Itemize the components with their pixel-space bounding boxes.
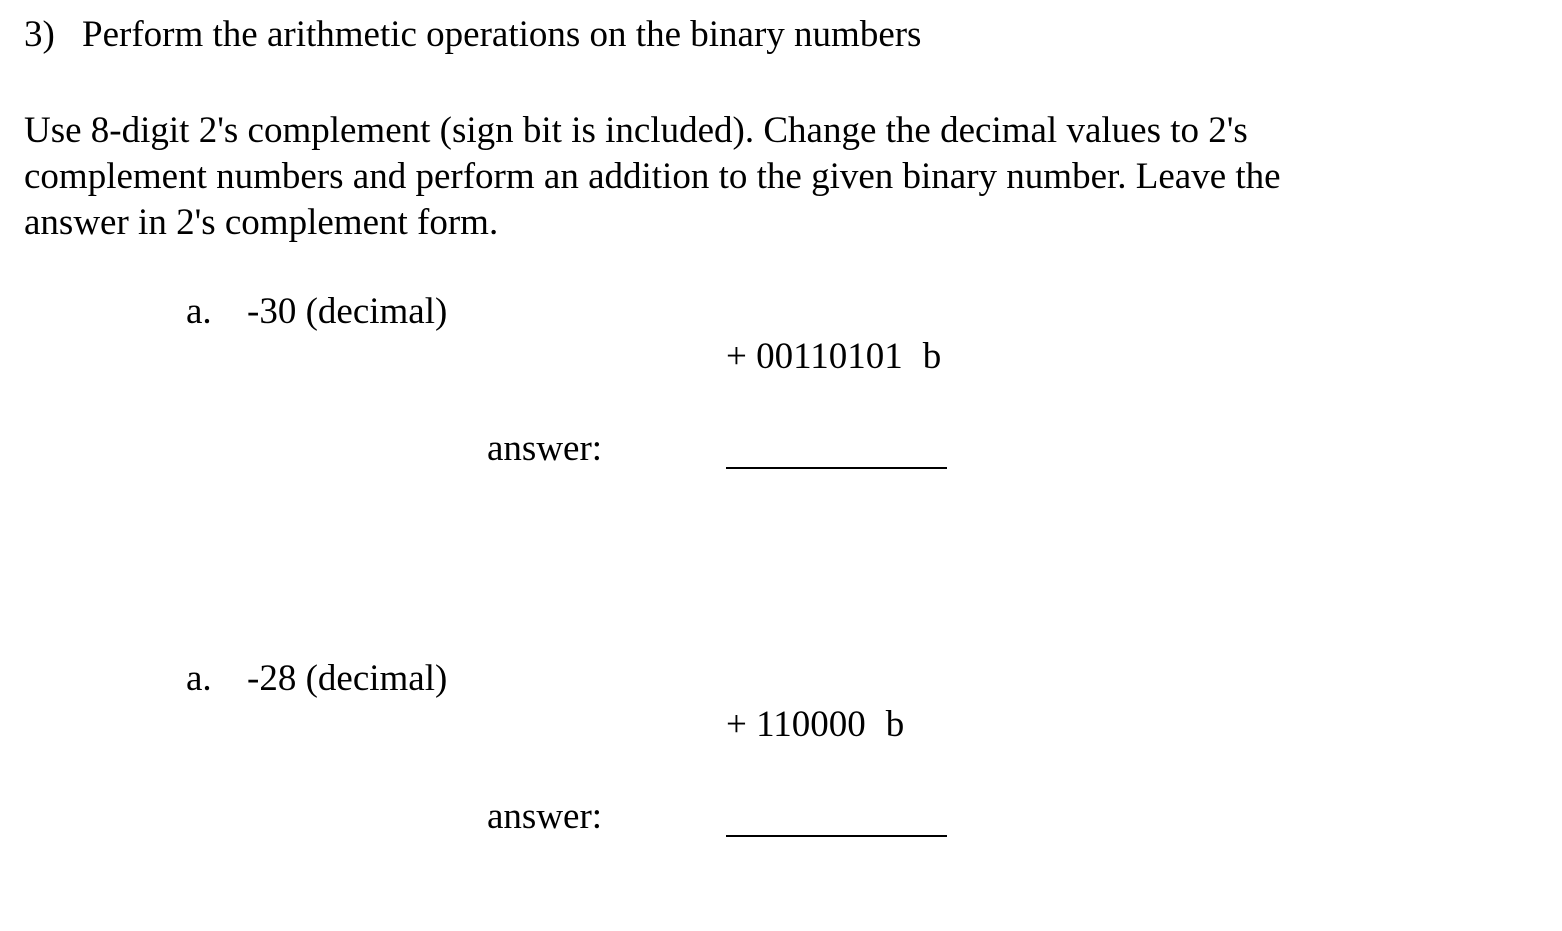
question-number: 3) xyxy=(24,14,55,55)
problem-binary-addend xyxy=(726,706,904,743)
answer-label: answer: xyxy=(487,796,603,837)
answer-label: answer: xyxy=(487,428,603,469)
binary-addend-text: + 00110101 xyxy=(726,336,903,377)
problem-binary-addend xyxy=(726,338,941,375)
instructions-line: Use 8-digit 2's complement (sign bit is included). Change the decimal values to 2's xyxy=(24,110,1248,151)
instructions-line: complement numbers and perform an addition to the given binary number. Leave the xyxy=(24,156,1281,197)
problem-decimal-value: -28 (decimal) xyxy=(247,658,448,699)
answer-blank-line[interactable] xyxy=(726,467,947,469)
question-title: Perform the arithmetic operations on the binary numbers xyxy=(82,14,922,55)
binary-suffix: b xyxy=(885,704,905,745)
binary-suffix: b xyxy=(922,336,942,377)
binary-addend-text: + 110000 xyxy=(726,704,866,745)
instructions-line: answer in 2's complement form. xyxy=(24,202,499,243)
answer-blank-line[interactable] xyxy=(726,835,947,837)
problem-label: a. xyxy=(186,658,212,699)
problem-label: a. xyxy=(186,291,212,332)
problem-decimal-value: -30 (decimal) xyxy=(247,291,448,332)
instructions-paragraph xyxy=(24,108,1484,246)
